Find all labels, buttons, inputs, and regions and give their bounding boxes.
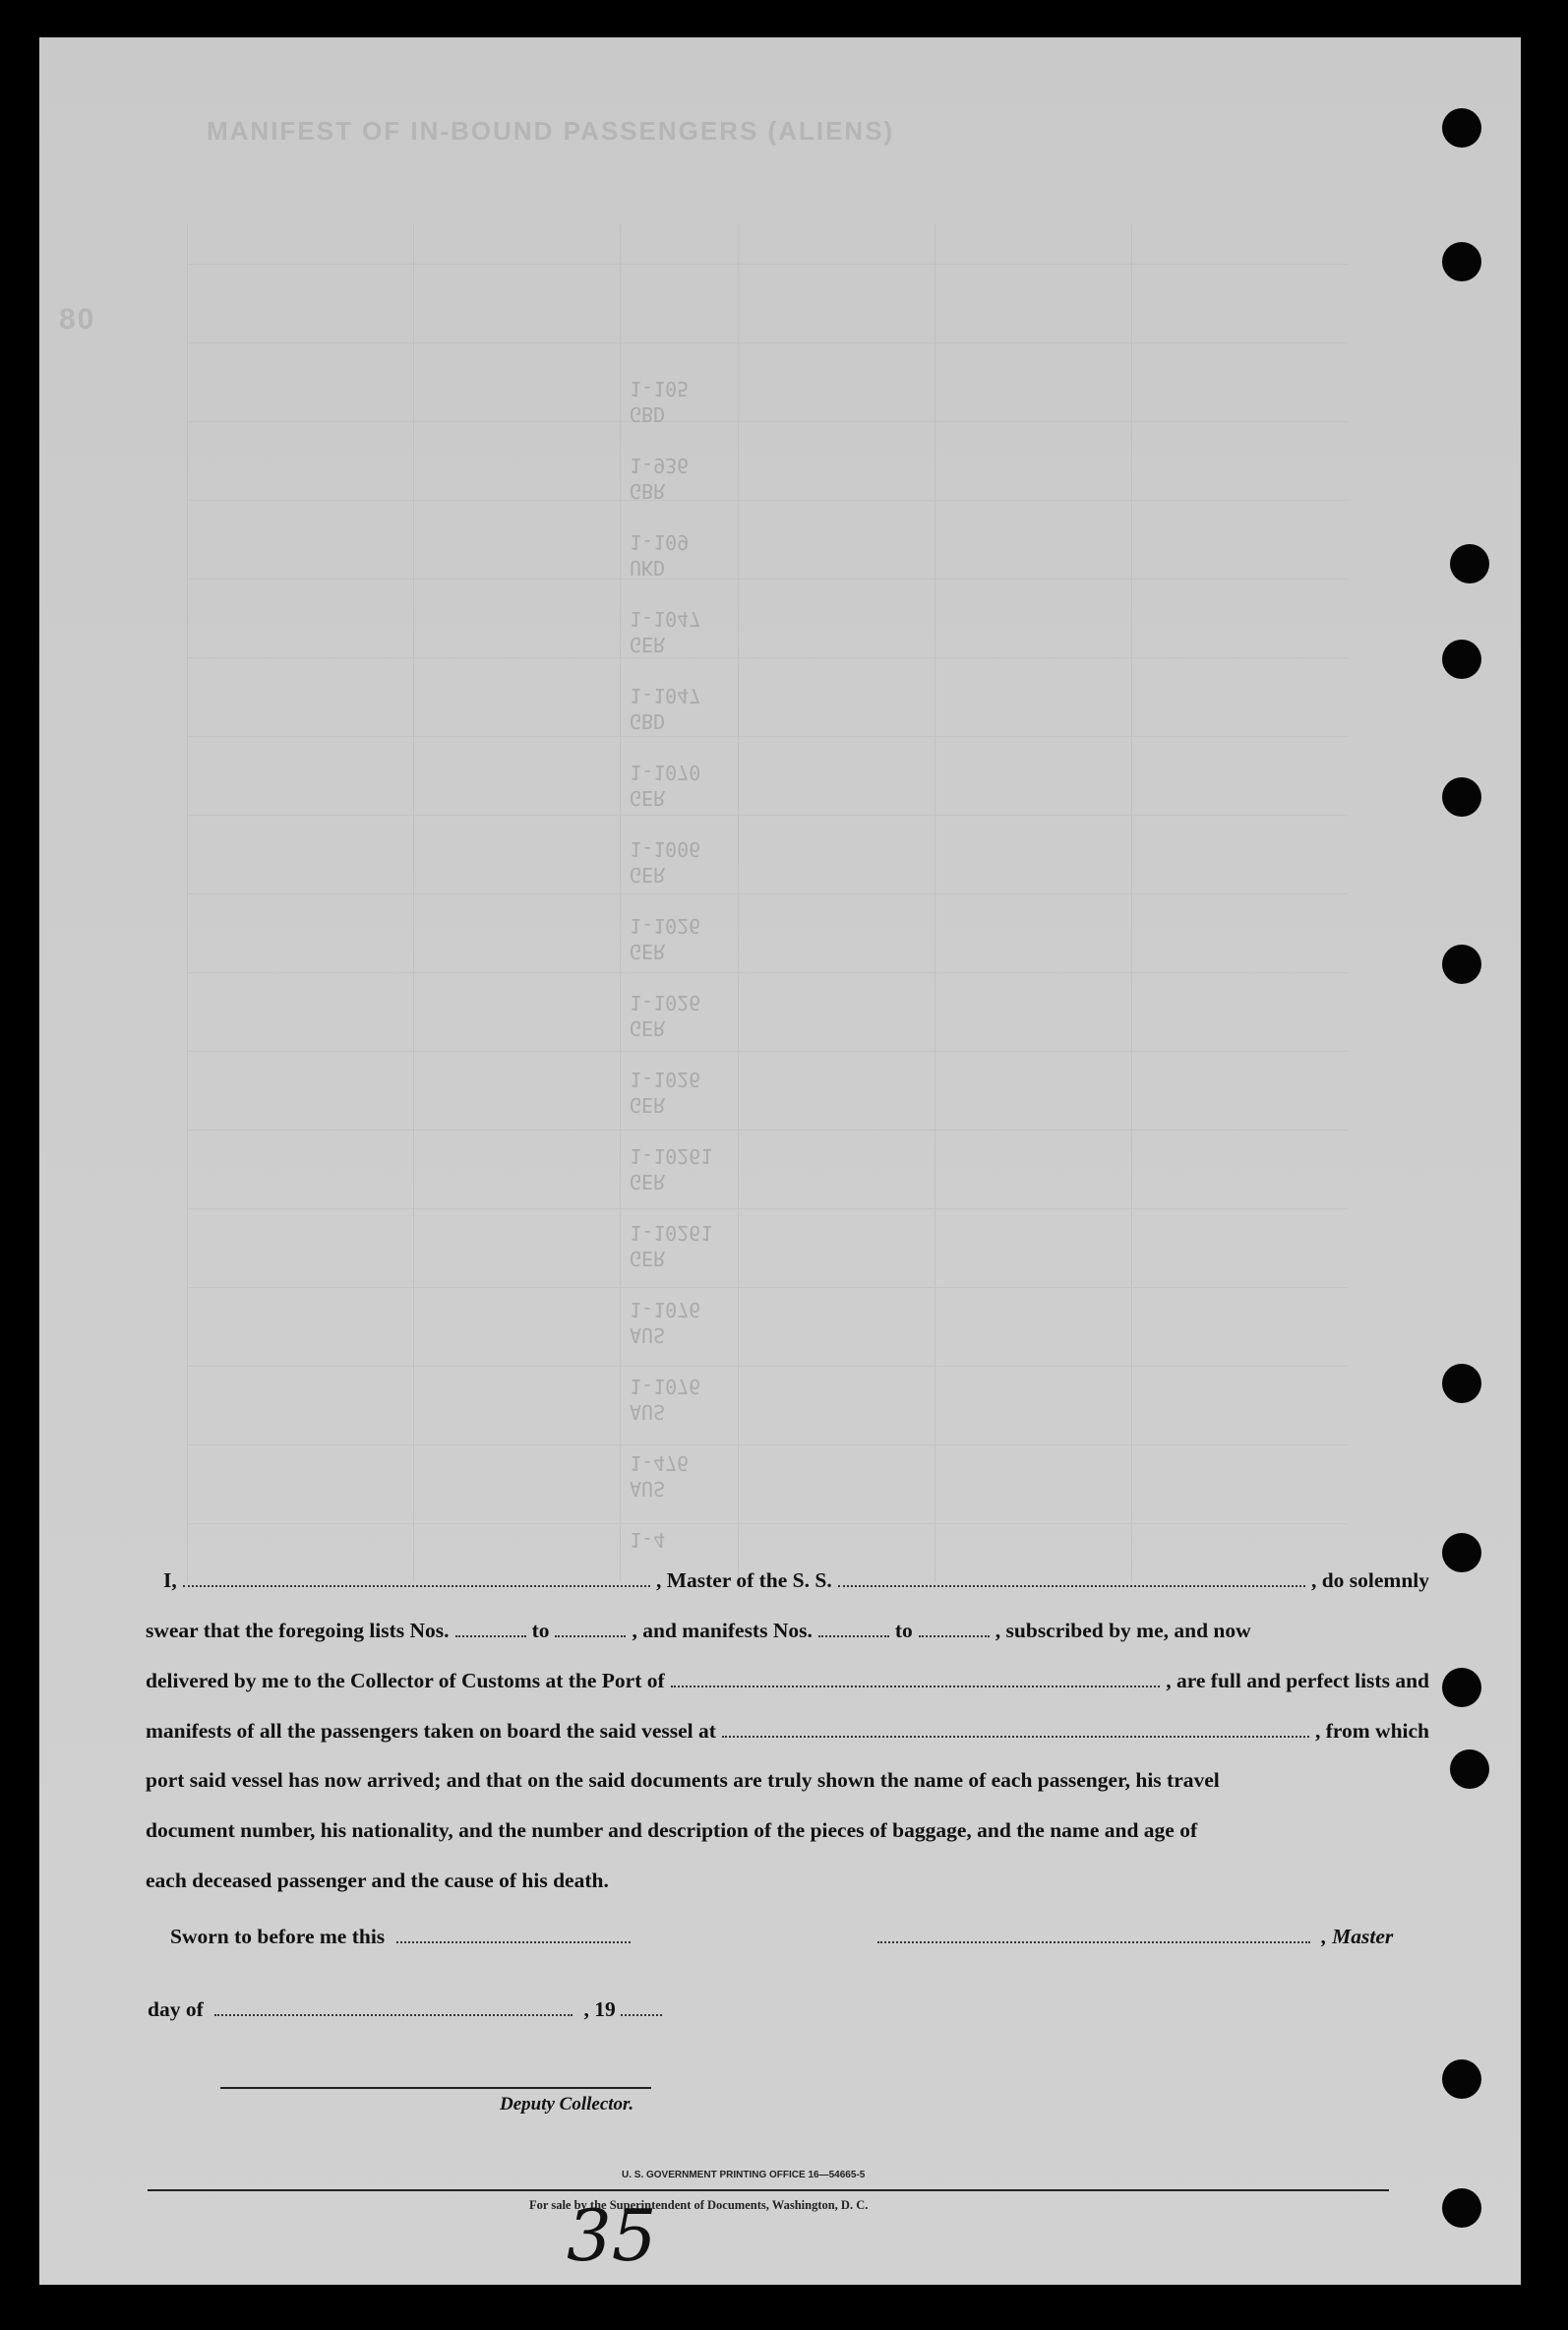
master-signature-row (872, 1925, 1393, 1949)
ghost-entry: 1-1070 (630, 761, 701, 784)
sworn-label: Sworn to before me this (170, 1925, 386, 1948)
punch-hole-icon (1442, 945, 1481, 984)
vessel-blank[interactable] (838, 1567, 1305, 1587)
oath-line-6 (146, 1818, 1429, 1869)
ghost-entry: 1-10261 (630, 1144, 713, 1168)
ghost-entry: AUS (630, 1400, 666, 1424)
punch-hole-icon (1450, 1749, 1489, 1789)
ghost-entry: GBR (630, 479, 666, 503)
punch-hole-icon (1442, 1364, 1481, 1403)
ghost-entry: 1-1047 (630, 607, 701, 631)
oath-line-4 (146, 1718, 1429, 1768)
lists-from-blank[interactable] (455, 1618, 526, 1637)
master-signature-blank[interactable] (877, 1926, 1310, 1943)
ghost-entry: 1-109 (630, 530, 690, 554)
manifests-label: , and manifests Nos. (632, 1619, 813, 1642)
ghost-entry: 1-936 (630, 454, 690, 477)
oath-line-3 (146, 1668, 1429, 1718)
ghost-entry: 1-4 (630, 1528, 666, 1552)
full-perfect-label: , are full and perfect lists and (1166, 1669, 1429, 1692)
master-label: , Master (1321, 1925, 1394, 1948)
ghost-entry: GER (630, 940, 666, 963)
lists-to-label: to (531, 1619, 550, 1642)
ghost-entry: GER (630, 1016, 666, 1040)
ghost-entry: AUS (630, 1477, 666, 1501)
day-of-label: day of (148, 1997, 204, 2021)
do-solemnly-label: , do solemnly (1310, 1568, 1430, 1592)
punch-hole-icon (1442, 108, 1481, 148)
oath-line-5 (146, 1768, 1429, 1818)
punch-hole-icon (1442, 1668, 1481, 1707)
master-of-ss-label: , Master of the S. S. (655, 1568, 832, 1592)
printing-office-note: U. S. GOVERNMENT PRINTING OFFICE 16—54665-5 (622, 2170, 866, 2180)
footer-rule (148, 2189, 1389, 2191)
ghost-entry: GER (630, 1247, 666, 1270)
collector-label: delivered by me to the Collector of Customs at the Port of (146, 1669, 665, 1692)
binder-holes (1422, 37, 1521, 2285)
lists-to-blank[interactable] (555, 1618, 626, 1637)
sworn-row (170, 1925, 636, 1949)
deputy-signature-line[interactable] (220, 2087, 651, 2089)
ghost-entry: 1-1026 (630, 991, 701, 1014)
punch-hole-icon (1442, 777, 1481, 817)
sworn-date-blank[interactable] (396, 1926, 631, 1943)
oath-line-1 (146, 1567, 1429, 1618)
oath-i: I, (163, 1568, 177, 1592)
from-which-label: , from which (1314, 1719, 1429, 1743)
ghost-entry: GER (630, 863, 666, 887)
oath-line-7 (146, 1869, 1429, 1919)
name-blank[interactable] (183, 1567, 650, 1587)
ghost-entry: 1-1026 (630, 914, 701, 938)
ghost-entry: 1-105 (630, 377, 690, 400)
ghost-entry: 1-476 (630, 1451, 690, 1475)
for-sale-note: For sale by the Superintendent of Documents, Washington, D. C. (529, 2198, 869, 2212)
manifests-from-blank[interactable] (818, 1618, 889, 1637)
punch-hole-icon (1442, 640, 1481, 679)
port-blank[interactable] (671, 1668, 1161, 1687)
ghost-entry: 1-1076 (630, 1375, 701, 1398)
year-label: , 19 (583, 1997, 616, 2021)
punch-hole-icon (1442, 1533, 1481, 1572)
taken-on-board-label: manifests of all the passengers taken on board the said vessel at (146, 1719, 716, 1743)
ghost-page-number: 80 (59, 303, 96, 336)
ghost-entry: 1-10261 (630, 1221, 713, 1245)
oath-line-2 (146, 1618, 1429, 1668)
ghost-entry: GER (630, 633, 666, 656)
manifests-to-blank[interactable] (919, 1618, 990, 1637)
departure-port-blank[interactable] (722, 1718, 1309, 1738)
ghost-entry: GER (630, 1170, 666, 1194)
ghost-grid (187, 224, 1348, 1582)
ghost-entry: GBD (630, 402, 666, 426)
punch-hole-icon (1442, 2059, 1481, 2099)
oath-text-7: each deceased passenger and the cause of his death. (146, 1869, 609, 1892)
punch-hole-icon (1450, 544, 1489, 583)
ghost-entry: 1-1047 (630, 684, 701, 707)
ghost-entry: AUS (630, 1323, 666, 1347)
manifests-to-label: to (894, 1619, 913, 1642)
ghost-entry: 1-1026 (630, 1068, 701, 1091)
ghost-header: MANIFEST OF IN-BOUND PASSENGERS (ALIENS) (207, 116, 895, 146)
punch-hole-icon (1442, 242, 1481, 281)
day-of-row (148, 1997, 668, 2022)
ghost-entry: GER (630, 786, 666, 810)
oath-statement (146, 1567, 1429, 1919)
lists-label: swear that the foregoing lists Nos. (146, 1619, 450, 1642)
ghost-entry: 1-1076 (630, 1298, 701, 1321)
oath-text-6: document number, his nationality, and the number and description of the pieces of baggage, and the name and age of (146, 1818, 1198, 1842)
ghost-entry: 1-1006 (630, 837, 701, 861)
handwritten-page-number: 35 (567, 2194, 657, 2277)
ghost-entry: GER (630, 1093, 666, 1117)
subscribed-label: , subscribed by me, and now (995, 1619, 1251, 1642)
year-blank[interactable] (621, 1998, 662, 2016)
day-of-blank[interactable] (214, 1998, 573, 2016)
deputy-collector-label: Deputy Collector. (500, 2094, 634, 2115)
ghost-entry: UKD (630, 556, 666, 580)
manifest-page (39, 37, 1521, 2285)
ghost-entry: GBD (630, 709, 666, 733)
oath-text-5: port said vessel has now arrived; and that on the said documents are truly shown the name of each passenger, his travel (146, 1768, 1220, 1792)
punch-hole-icon (1442, 2188, 1481, 2228)
